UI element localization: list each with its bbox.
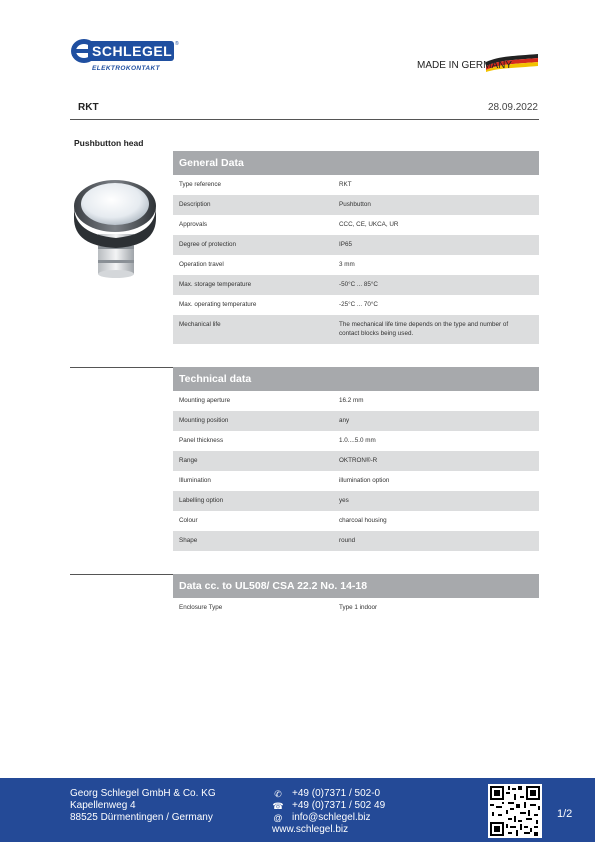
schlegel-logo <box>70 38 180 72</box>
page-footer <box>0 778 595 842</box>
spec-key: Description <box>179 201 211 208</box>
spec-key: Mounting position <box>179 417 229 424</box>
spec-value: IP65 <box>339 241 352 248</box>
spec-key: Colour <box>179 517 198 524</box>
product-type-label: Pushbutton head <box>74 138 144 148</box>
spec-value: 3 mm <box>339 261 355 268</box>
website-link[interactable]: www.schlegel.biz <box>272 824 349 835</box>
spec-row <box>173 215 539 235</box>
spec-value: Type 1 indoor <box>339 604 378 611</box>
spec-key: Operation travel <box>179 261 224 268</box>
spec-row <box>173 511 539 531</box>
spec-key: Approvals <box>179 221 208 228</box>
company-contact <box>272 788 385 836</box>
spec-value: any <box>339 417 350 424</box>
spec-value: Pushbutton <box>339 201 371 208</box>
phone-number[interactable]: +49 (0)7371 / 502-0 <box>292 788 381 799</box>
spec-key: Enclosure Type <box>179 604 223 611</box>
spec-key: Illumination <box>179 477 211 484</box>
company-city: 88525 Dürmentingen / Germany <box>70 812 213 823</box>
logo-name: SCHLEGEL <box>92 43 173 59</box>
spec-value: yes <box>339 497 349 504</box>
spec-value: illumination option <box>339 477 390 484</box>
spec-value: OKTRON®-R <box>339 457 378 464</box>
company-street: Kapellenweg 4 <box>70 800 136 811</box>
spec-key: Mechanical life <box>179 321 221 328</box>
spec-key: Degree of protection <box>179 241 237 248</box>
document-date: 28.09.2022 <box>487 102 538 113</box>
general-data-header: General Data <box>173 151 539 175</box>
made-in-label: MADE IN GERMANY <box>417 60 513 71</box>
spec-value: CCC, CE, UKCA, UR <box>339 221 399 228</box>
pushbutton-product-image <box>70 176 160 280</box>
spec-row <box>173 411 539 431</box>
spec-key: Type reference <box>179 181 222 188</box>
spec-key: Range <box>179 457 198 464</box>
spec-value: 16.2 mm <box>339 397 364 404</box>
spec-row <box>173 255 539 275</box>
spec-key: Panel thickness <box>179 437 224 444</box>
spec-row <box>173 491 539 511</box>
qr-code[interactable] <box>488 784 542 838</box>
spec-key: Mounting aperture <box>179 397 231 404</box>
spec-row <box>173 295 539 315</box>
spec-row <box>173 531 539 551</box>
technical-data-header: Technical data <box>173 367 539 391</box>
spec-value: 1.0....5.0 mm <box>339 437 376 444</box>
fax-icon: ☎ <box>272 801 284 811</box>
spec-value: -50°C ... 85°C <box>339 281 378 288</box>
spec-row <box>173 195 539 215</box>
spec-row <box>173 598 539 618</box>
spec-value: RKT <box>339 181 352 188</box>
spec-value: The mechanical life time depends on the type and number of contact blocks being used. <box>339 321 509 337</box>
page-number: 1/2 <box>557 808 573 820</box>
spec-row <box>173 471 539 491</box>
spec-row <box>173 235 539 255</box>
spec-value: -25°C ... 70°C <box>339 301 378 308</box>
spec-value: charcoal housing <box>339 517 387 524</box>
fax-number[interactable]: +49 (0)7371 / 502 49 <box>292 800 386 811</box>
email-link[interactable]: info@schlegel.biz <box>292 812 371 823</box>
spec-value: round <box>339 537 356 544</box>
spec-row <box>173 391 539 411</box>
svg-text:®: ® <box>175 41 179 47</box>
spec-row <box>173 175 539 195</box>
spec-key: Labelling option <box>179 497 224 504</box>
spec-row <box>173 431 539 451</box>
spec-key: Max. operating temperature <box>179 301 257 308</box>
header-divider <box>70 119 539 120</box>
spec-row <box>173 315 539 344</box>
spec-key: Max. storage temperature <box>179 281 252 288</box>
ul-data-header: Data cc. to UL508/ CSA 22.2 No. 14-18 <box>173 574 539 598</box>
company-name: Georg Schlegel GmbH & Co. KG <box>70 788 216 799</box>
spec-row <box>173 275 539 295</box>
spec-key: Shape <box>179 537 198 544</box>
email-icon: @ <box>273 813 283 823</box>
document-reference: RKT <box>78 102 99 113</box>
phone-icon: ✆ <box>274 789 282 799</box>
spec-row <box>173 451 539 471</box>
company-address <box>70 788 216 824</box>
logo-subtitle: ELEKTROKONTAKT <box>92 65 160 72</box>
